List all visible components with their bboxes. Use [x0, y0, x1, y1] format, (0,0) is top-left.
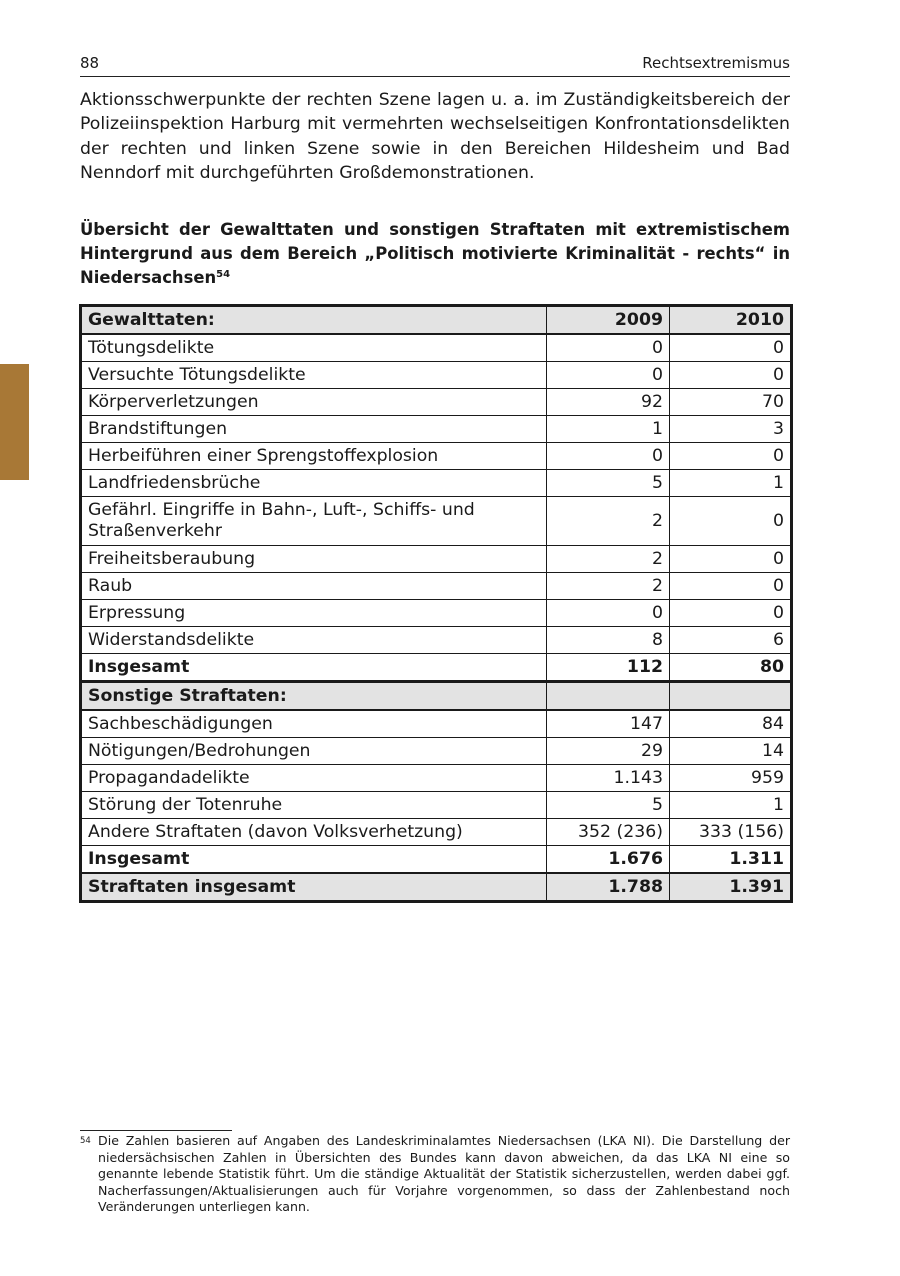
section-header-row	[81, 682, 792, 711]
column-header-2010: 2010	[670, 306, 792, 335]
table-row	[81, 334, 792, 362]
table-row	[81, 443, 792, 470]
row-label: Raub	[81, 573, 547, 600]
value-2009: 1.788	[547, 873, 670, 902]
row-label: Insgesamt	[81, 846, 547, 874]
other-total-row	[81, 846, 792, 874]
page-number: 88	[80, 54, 100, 72]
footnote	[80, 1133, 790, 1216]
table-row	[81, 573, 792, 600]
row-label: Andere Straftaten (davon Volksverhetzung)	[81, 819, 547, 846]
table-row	[81, 627, 792, 654]
value-2010: 70	[670, 389, 792, 416]
value-2009: 2	[547, 497, 670, 546]
value-2009: 352 (236)	[547, 819, 670, 846]
table-row	[81, 600, 792, 627]
row-label: Propagandadelikte	[81, 765, 547, 792]
row-label: Versuchte Tötungsdelikte	[81, 362, 547, 389]
table-row	[81, 546, 792, 573]
value-2009: 1.676	[547, 846, 670, 874]
value-2010: 0	[670, 334, 792, 362]
value-2009: 112	[547, 654, 670, 682]
value-2009: 5	[547, 792, 670, 819]
grand-total-row	[81, 873, 792, 902]
page-header	[80, 52, 790, 77]
value-2010: 84	[670, 710, 792, 738]
table-title	[80, 218, 790, 290]
value-2009: 0	[547, 362, 670, 389]
value-2009: 147	[547, 710, 670, 738]
value-2009: 0	[547, 600, 670, 627]
table-row	[81, 362, 792, 389]
value-2010: 0	[670, 497, 792, 546]
running-title: Rechtsextremismus	[642, 54, 790, 72]
table-row	[81, 470, 792, 497]
row-label: Insgesamt	[81, 654, 547, 682]
value-2010: 0	[670, 600, 792, 627]
value-2010: 1	[670, 792, 792, 819]
row-label: Landfriedensbrüche	[81, 470, 547, 497]
table-row	[81, 738, 792, 765]
footnote-number: 54	[80, 1136, 91, 1146]
row-label: Störung der Totenruhe	[81, 792, 547, 819]
value-2010: 0	[670, 573, 792, 600]
value-2010: 1.391	[670, 873, 792, 902]
value-2010: 14	[670, 738, 792, 765]
value-2010: 333 (156)	[670, 819, 792, 846]
section-heading-other: Sonstige Straftaten:	[81, 682, 547, 711]
table-row	[81, 792, 792, 819]
row-label: Widerstandsdelikte	[81, 627, 547, 654]
value-2010: 3	[670, 416, 792, 443]
table-title-text: Übersicht der Gewalttaten und sonstigen Straftaten mit extremistischem Hintergrund aus dem Bereich „Politisch motivierte Kriminalität - rechts“ in Niedersachsen	[80, 220, 790, 287]
value-2009: 1.143	[547, 765, 670, 792]
row-label: Herbeiführen einer Sprengstoffexplosion	[81, 443, 547, 470]
crime-statistics-table	[79, 304, 793, 903]
footnote-text: Die Zahlen basieren auf Angaben des Landeskriminalamtes Niedersachsen (LKA NI). Die Darstellung der niedersächsischen Zahlen in Übersichten des Bundes kann davon abweichen, da das LKA NI eine so genannte lebende Statistik führt. Um die ständige Aktualität der Statistik sicherzustellen, werden dabei ggf. Nacherfassungen/Aktualisierungen auch für Vorjahre vorgenommen, so dass der Zahlenbestand noch Veränderungen unterliegen kann.	[98, 1133, 790, 1214]
row-label: Nötigungen/Bedrohungen	[81, 738, 547, 765]
table-row	[81, 416, 792, 443]
value-2010: 959	[670, 765, 792, 792]
row-label: Gefährl. Eingriffe in Bahn-, Luft-, Schiffs- und Straßenverkehr	[81, 497, 547, 546]
value-2009: 0	[547, 443, 670, 470]
row-label: Sachbeschädigungen	[81, 710, 547, 738]
chapter-side-tab	[0, 364, 29, 480]
violence-total-row	[81, 654, 792, 682]
row-label: Tötungsdelikte	[81, 334, 547, 362]
table-row	[81, 710, 792, 738]
value-2009: 2	[547, 573, 670, 600]
footnote-reference: 54	[216, 269, 231, 280]
value-2010: 0	[670, 546, 792, 573]
footnote-divider	[80, 1130, 232, 1131]
row-label: Straftaten insgesamt	[81, 873, 547, 902]
value-2010: 0	[670, 443, 792, 470]
value-2009: 29	[547, 738, 670, 765]
row-label: Körperverletzungen	[81, 389, 547, 416]
value-2010: 0	[670, 362, 792, 389]
value-2010: 1	[670, 470, 792, 497]
value-2009: 0	[547, 334, 670, 362]
row-label: Erpressung	[81, 600, 547, 627]
section-heading-violence: Gewalttaten:	[81, 306, 547, 335]
intro-paragraph: Aktionsschwerpunkte der rechten Szene lagen u. a. im Zuständigkeitsbereich der Polizeiinspektion Harburg mit vermehrten wechselseitigen Konfrontationsdelikten der rechten und linken Szene sowie in den Bereichen Hildesheim und Bad Nenndorf mit durchgeführten Großdemonstrationen.	[80, 90, 790, 183]
table-row	[81, 819, 792, 846]
table-row	[81, 765, 792, 792]
empty-cell	[547, 682, 670, 711]
column-header-2009: 2009	[547, 306, 670, 335]
value-2009: 92	[547, 389, 670, 416]
value-2010: 6	[670, 627, 792, 654]
value-2010: 80	[670, 654, 792, 682]
table-header-row	[81, 306, 792, 335]
row-label: Freiheitsberaubung	[81, 546, 547, 573]
empty-cell	[670, 682, 792, 711]
value-2010: 1.311	[670, 846, 792, 874]
table-row	[81, 497, 792, 546]
value-2009: 2	[547, 546, 670, 573]
value-2009: 5	[547, 470, 670, 497]
row-label: Brandstiftungen	[81, 416, 547, 443]
value-2009: 1	[547, 416, 670, 443]
value-2009: 8	[547, 627, 670, 654]
table-row	[81, 389, 792, 416]
